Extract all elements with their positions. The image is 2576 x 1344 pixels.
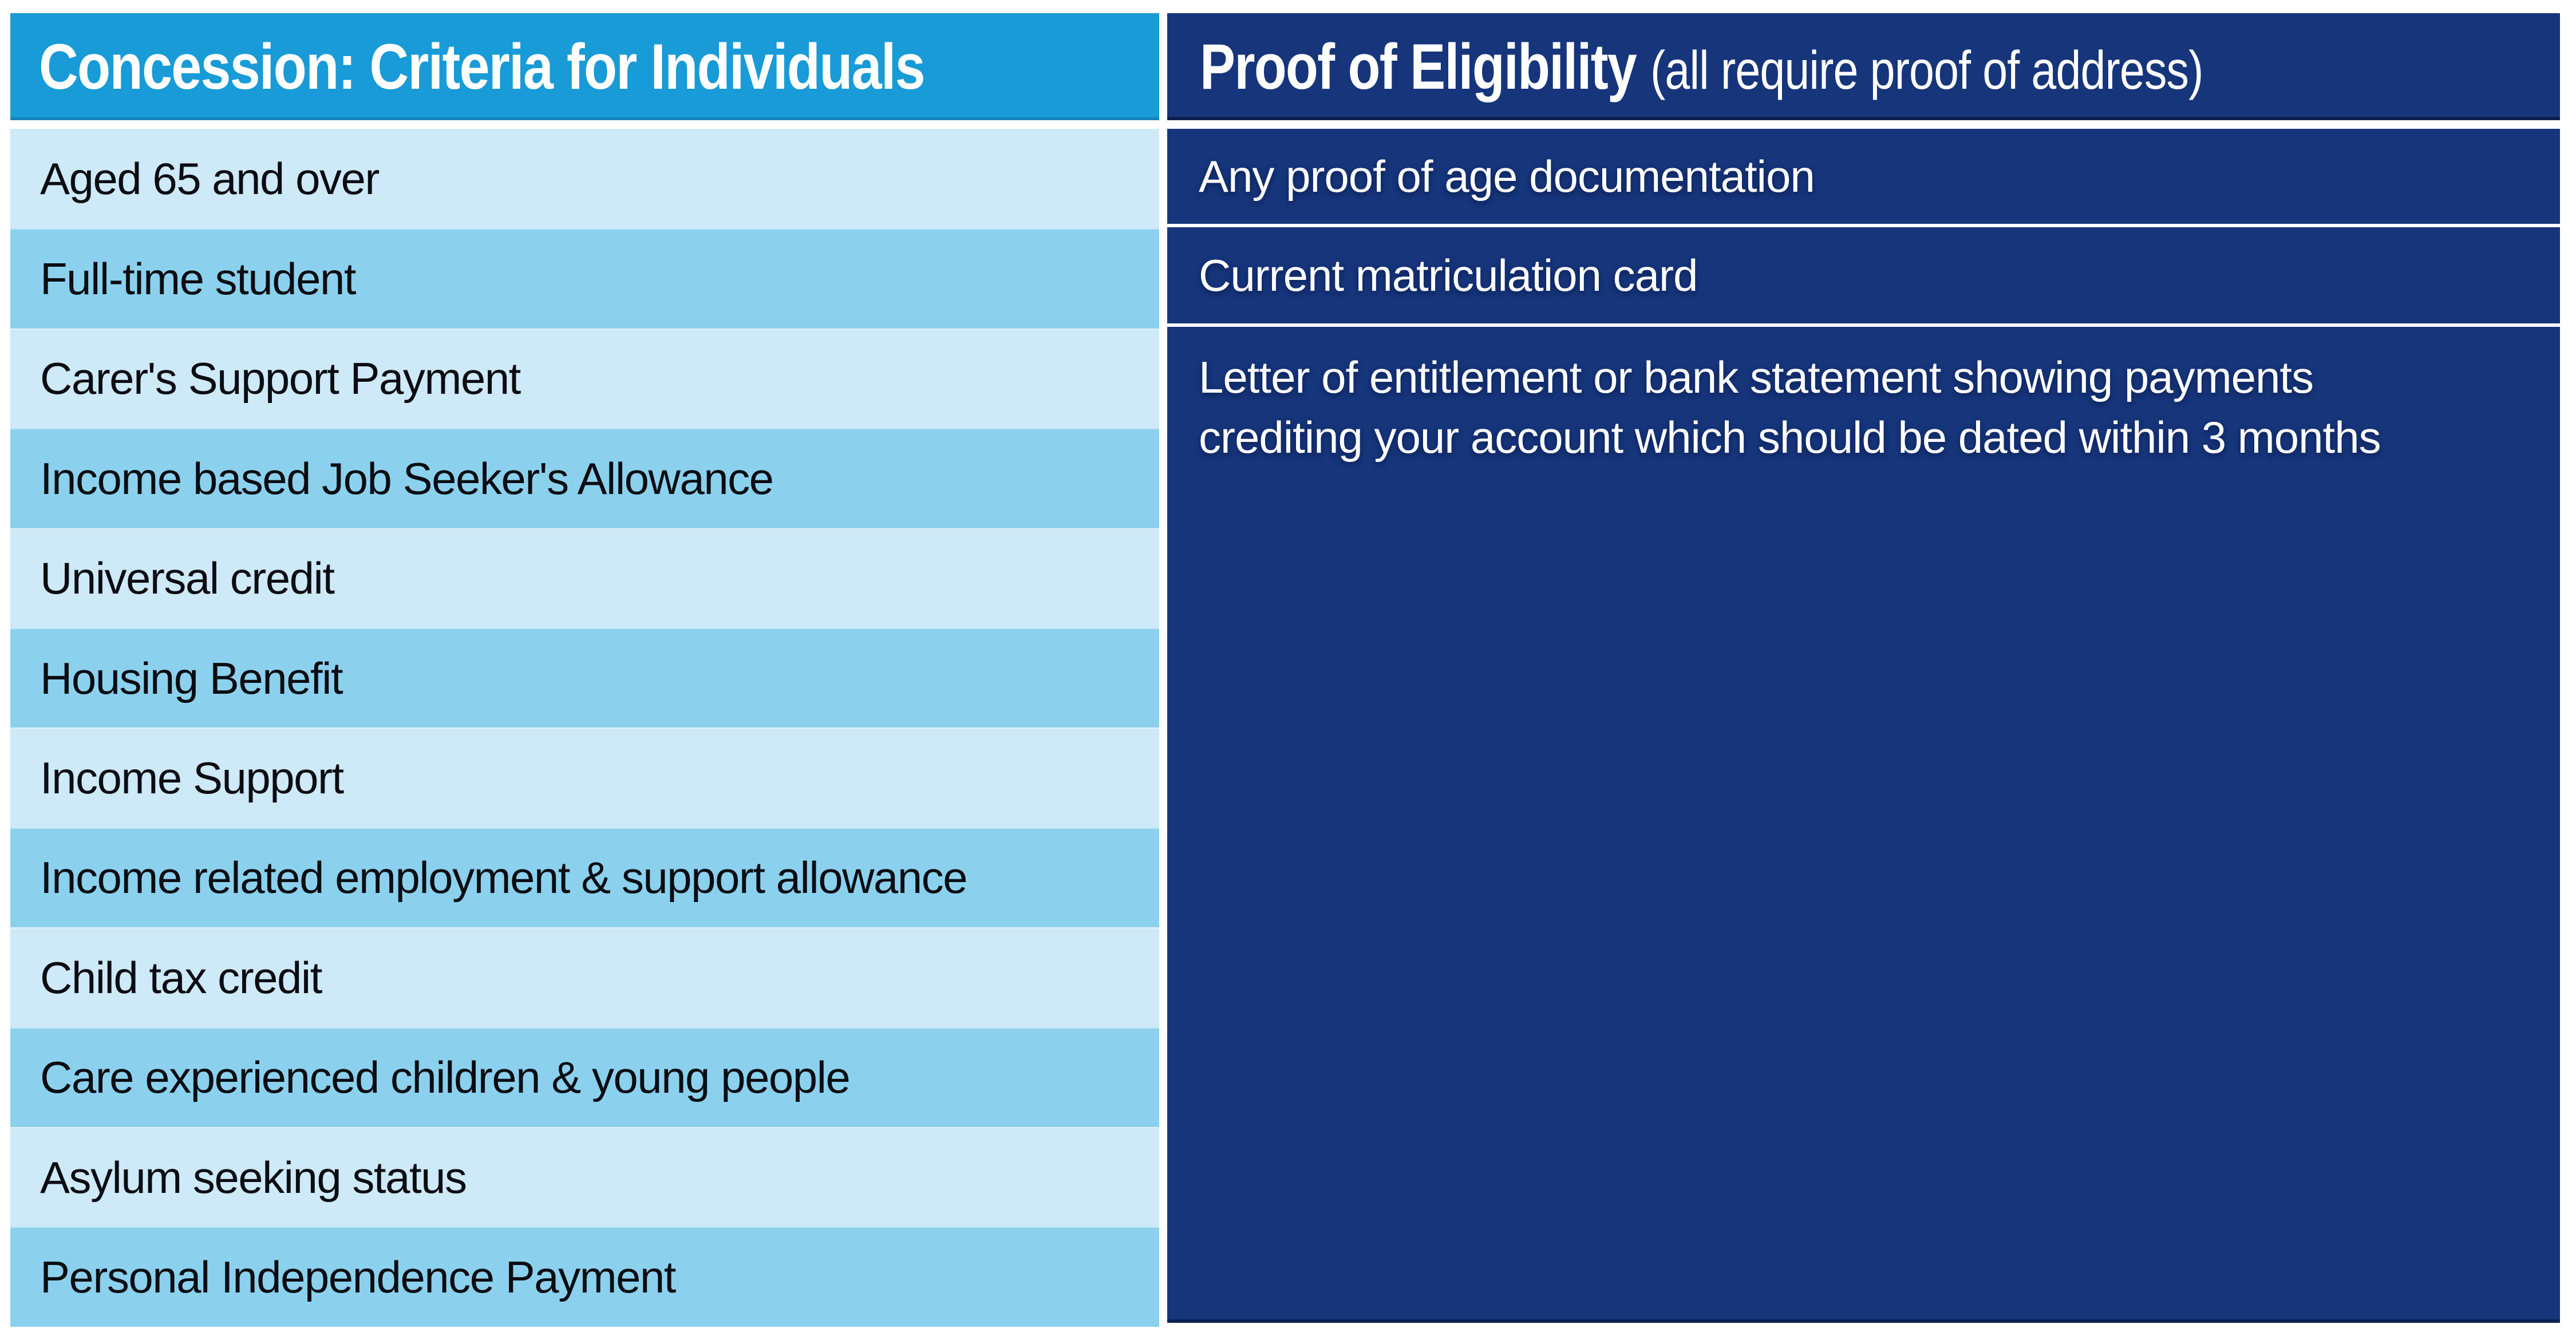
proof-header-title: Proof of Eligibility [1200,31,1637,102]
criteria-row-income-support: Income Support [10,728,1159,827]
criteria-row-care-experienced: Care experienced children & young people [10,1027,1159,1127]
proof-column [1167,13,2560,1323]
criteria-row-employment-support-allowance: Income related employment & support allowance [10,828,1159,927]
criteria-column [10,13,1159,1327]
proof-row-age-documentation: Any proof of age documentation [1167,129,2560,224]
proof-panel-entitlement-letter: Letter of entitlement or bank statement showing payments crediting your account which should be dated within 3 months [1167,327,2560,1323]
criteria-header [10,13,1159,120]
proof-header-note: (all require proof of address) [1650,40,2203,101]
criteria-row-housing-benefit: Housing Benefit [10,628,1159,728]
criteria-row-aged-65: Aged 65 and over [10,129,1159,228]
criteria-row-universal-credit: Universal credit [10,528,1159,628]
criteria-header-title: Concession: Criteria for Individuals [39,31,924,102]
criteria-row-personal-independence-payment: Personal Independence Payment [10,1227,1159,1326]
criteria-row-full-time-student: Full-time student [10,228,1159,328]
criteria-row-carers-support-payment: Carer's Support Payment [10,329,1159,428]
proof-header-text [1200,30,2203,104]
proof-row-matriculation-card: Current matriculation card [1167,227,2560,323]
criteria-rows [10,129,1159,1327]
criteria-row-child-tax-credit: Child tax credit [10,927,1159,1027]
proof-header [1167,13,2560,120]
criteria-row-job-seekers-allowance: Income based Job Seeker's Allowance [10,428,1159,528]
criteria-row-asylum-seeking: Asylum seeking status [10,1127,1159,1227]
